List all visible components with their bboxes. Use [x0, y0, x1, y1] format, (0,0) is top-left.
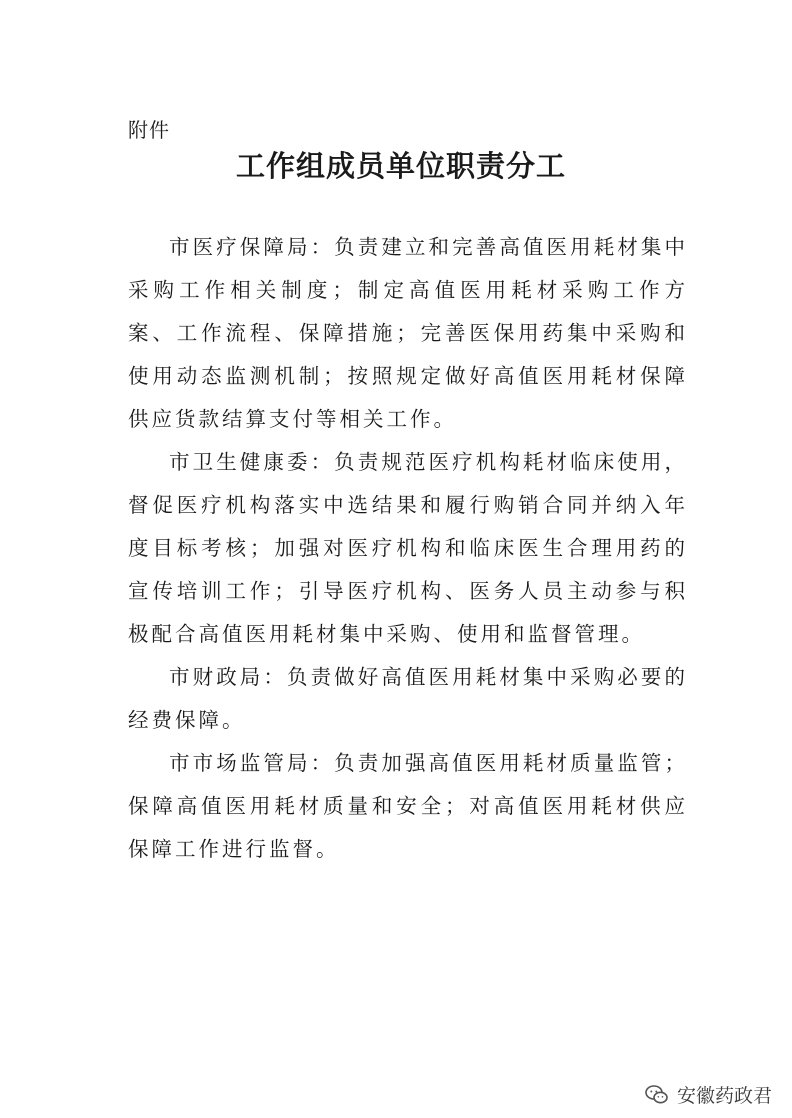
paragraph-finance-bureau: 市财政局：负责做好高值医用耗材集中采购必要的经费保障。 [128, 665, 688, 732]
watermark [645, 1081, 772, 1108]
paragraph-market-supervision-bureau: 市市场监管局：负责加强高值医用耗材质量监管；保障高值医用耗材质量和安全；对高值医用耗材供应保障工作进行监督。 [128, 751, 688, 861]
document-body [128, 226, 688, 871]
document-title: 工作组成员单位职责分工 [235, 149, 566, 183]
paragraph-health-commission: 市卫生健康委：负责规范医疗机构耗材临床使用，督促医疗机构落实中选结果和履行购销合同并纳入年度目标考核；加强对医疗机构和临床医生合理用药的宣传培训工作；引导医疗机构、医务人员主动参与积极配合高值医用耗材集中采购、使用和监督管理。 [128, 450, 688, 646]
attachment-label: 附件 [128, 118, 170, 142]
watermark-text: 安徽药政君 [676, 1085, 772, 1107]
paragraph-medical-security-bureau: 市医疗保障局：负责建立和完善高值医用耗材集中采购工作相关制度；制定高值医用耗材采购工作方案、工作流程、保障措施；完善医保用药集中采购和使用动态监测机制；按照规定做好高值医用耗材保障供应货款结算支付等相关工作。 [128, 235, 688, 431]
wechat-icon [645, 1084, 669, 1106]
